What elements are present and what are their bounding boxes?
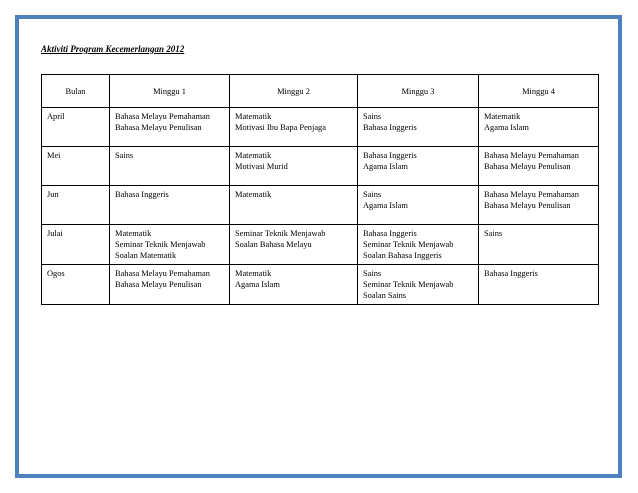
activity-line: Bahasa Inggeris xyxy=(363,151,417,160)
activity-line: Bahasa Melayu Pemahaman xyxy=(484,151,579,160)
week-cell xyxy=(110,147,230,186)
activity-line: Matematik xyxy=(484,112,521,121)
activity-line: Sains xyxy=(484,229,503,238)
month-cell: Julai xyxy=(42,225,110,265)
week-cell xyxy=(358,225,479,265)
month-cell: April xyxy=(42,108,110,147)
month-cell: Ogos xyxy=(42,265,110,305)
week-cell xyxy=(358,108,479,147)
week-cell xyxy=(110,186,230,225)
activity-line: Bahasa Melayu Penulisan xyxy=(484,201,571,210)
activity-line: Soalan Bahasa Inggeris xyxy=(363,251,442,260)
activity-line: Bahasa Inggeris xyxy=(363,229,417,238)
activity-line: Motivasi Ibu Bapa Penjaga xyxy=(235,123,326,132)
week-cell xyxy=(230,265,358,305)
activity-line: Motivasi Murid xyxy=(235,162,288,171)
week-cell xyxy=(358,147,479,186)
activity-line: Bahasa Melayu Pemahaman xyxy=(115,269,210,278)
activity-line: Bahasa Inggeris xyxy=(363,123,417,132)
activity-line: Matematik xyxy=(235,151,272,160)
week-cell xyxy=(358,265,479,305)
activity-line: Soalan Bahasa Melayu xyxy=(235,240,312,249)
week-cell xyxy=(479,147,599,186)
activity-line: Seminar Teknik Menjawab xyxy=(235,229,326,238)
header-cell-minggu-3: Minggu 3 xyxy=(358,75,479,108)
week-cell xyxy=(230,186,358,225)
week-cell xyxy=(110,108,230,147)
week-cell xyxy=(479,225,599,265)
table-row xyxy=(42,147,599,186)
month-cell: Jun xyxy=(42,186,110,225)
activity-line: Matematik xyxy=(235,190,272,199)
week-cell xyxy=(479,186,599,225)
header-cell-bulan: Bulan xyxy=(42,75,110,108)
table-row xyxy=(42,265,599,305)
activity-line: Soalan Matematik xyxy=(115,251,177,260)
week-cell xyxy=(479,108,599,147)
activity-line: Sains xyxy=(363,112,382,121)
week-cell xyxy=(230,225,358,265)
month-cell: Mei xyxy=(42,147,110,186)
activity-line: Bahasa Melayu Pemahaman xyxy=(115,112,210,121)
header-cell-minggu-1: Minggu 1 xyxy=(110,75,230,108)
activity-line: Agama Islam xyxy=(484,123,529,132)
table-row xyxy=(42,186,599,225)
activity-line: Bahasa Inggeris xyxy=(484,269,538,278)
week-cell xyxy=(479,265,599,305)
activity-line: Agama Islam xyxy=(363,162,408,171)
activity-line: Seminar Teknik Menjawab xyxy=(363,240,454,249)
activity-line: Matematik xyxy=(115,229,152,238)
activity-line: Seminar Teknik Menjawab xyxy=(363,280,454,289)
header-row xyxy=(42,75,599,108)
activity-line: Sains xyxy=(363,269,382,278)
activity-line: Matematik xyxy=(235,112,272,121)
week-cell xyxy=(110,265,230,305)
week-cell xyxy=(230,108,358,147)
activity-line: Agama Islam xyxy=(363,201,408,210)
table-row xyxy=(42,225,599,265)
header-cell-minggu-2: Minggu 2 xyxy=(230,75,358,108)
week-cell xyxy=(230,147,358,186)
activity-line: Bahasa Melayu Penulisan xyxy=(115,123,202,132)
activity-line: Matematik xyxy=(235,269,272,278)
activity-line: Agama Islam xyxy=(235,280,280,289)
document-title: Aktiviti Program Kecemerlangan 2012 xyxy=(41,44,185,54)
activity-line: Bahasa Melayu Penulisan xyxy=(115,280,202,289)
activity-line: Bahasa Melayu Penulisan xyxy=(484,162,571,171)
activity-line: Sains xyxy=(363,190,382,199)
schedule-table xyxy=(41,74,599,305)
week-cell xyxy=(358,186,479,225)
activity-line: Soalan Sains xyxy=(363,291,407,300)
activity-line: Seminar Teknik Menjawab xyxy=(115,240,206,249)
week-cell xyxy=(110,225,230,265)
activity-line: Bahasa Inggeris xyxy=(115,190,169,199)
table-row xyxy=(42,108,599,147)
activity-line: Bahasa Melayu Pemahaman xyxy=(484,190,579,199)
header-cell-minggu-4: Minggu 4 xyxy=(479,75,599,108)
activity-line: Sains xyxy=(115,151,134,160)
